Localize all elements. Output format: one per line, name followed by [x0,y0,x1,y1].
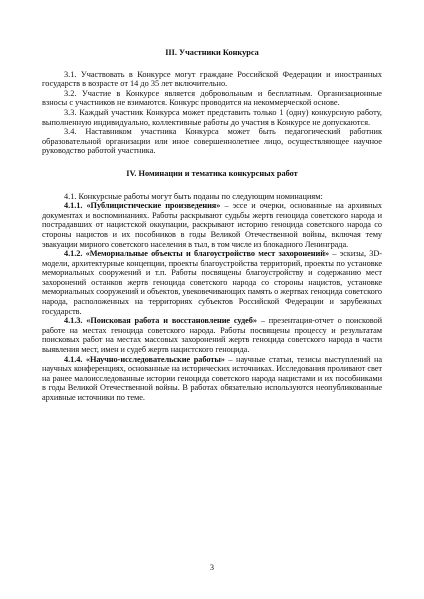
nomination-text: – эссе и очерки, основанные на архивных документах и воспоминаниях. Работы раскрывают судьбы жертв геноцида советского народа и пострадавших от нацистской оккупации, раскрывают историю геноцида советского народа со стороны нацистов и их пособников в годы Великой Отечественной войны, включая тему эвакуации мирного советского населения в тыл, в том числе из блокадного Ленинграда. [42,201,382,249]
paragraph-3-2: 3.2. Участие в Конкурсе является добровольным и бесплатным. Организационные взносы с участников не взимаются. Конкурс проводится на некоммерческой основе. [42,88,382,108]
nomination-text: – научные статьи, тезисы выступлений на научных конференциях, основанные на исторических источниках. Исследования проливают свет на ранее малоисследованные истории геноцида советского народа нацистами и их пособниками в годы Великой Отечественной войны. В работах обязательно используются неопубликованные архивные источники по теме. [42,354,382,402]
paragraph-3-3: 3.3. Каждый участник Конкурса может представить только 1 (одну) конкурсную работу, выполненную индивидуально, коллективные работы до участия в Конкурсе не допускаются. [42,107,382,127]
nomination-4-1-1 [42,201,382,249]
nomination-4-1-4 [42,355,382,403]
paragraph-3-4: 3.4. Наставником участника Конкурса может быть педагогический работник образовательной организации или иное совершеннолетнее лицо, осуществляющее научное руководство работой участника. [42,127,382,156]
nomination-4-1-3 [42,316,382,354]
section-heading-participants: III. Участники Конкурса [165,48,259,57]
paragraph-3-1: 3.1. Участвовать в Конкурсе могут граждане Российской Федерации и иностранных государств в возрасте от 14 до 35 лет включительно. [42,69,382,89]
nomination-title: 4.1.3. «Поисковая работа и восстановление судеб» [64,316,257,326]
nomination-title: 4.1.1. «Публицистические произведения» [64,201,221,211]
page-content [42,48,382,403]
nomination-title: 4.1.2. «Мемориальные объекты и благоустройство мест захоронений» [64,249,330,259]
page-number: 3 [209,563,215,572]
section-heading-nominations: IV. Номинации и тематика конкурсных работ [126,168,298,178]
nomination-text: – презентация-отчет о поисковой работе на местах геноцида советского народа. Работы посвящены процессу и результатам поисковых работ на местах массовых захоронений жертв геноцида советского народа в части выявления мест, имен и судеб жертв нацистского геноцида. [42,316,382,355]
nomination-text: – эскизы, 3D-модели, архитектурные концепции, проекты благоустройства территорий, проекты по установке мемориальных сооружений и т.п. Работы посвящены благоустройству и содержанию мест захоронений останков жертв геноцида советского народа со стороны нацистов, установке мемориальных сооружений и объектов, увековечивающих память о жертвах геноцида советского народа, расположенных на территориях субъектов Российской Федерации и зарубежных государств. [42,249,382,316]
paragraph-4-1: 4.1. Конкурсные работы могут быть поданы по следующим номинациям: [64,191,323,201]
nomination-title: 4.1.4. «Научно-исследовательские работы» [64,354,225,364]
nomination-4-1-2 [42,249,382,316]
